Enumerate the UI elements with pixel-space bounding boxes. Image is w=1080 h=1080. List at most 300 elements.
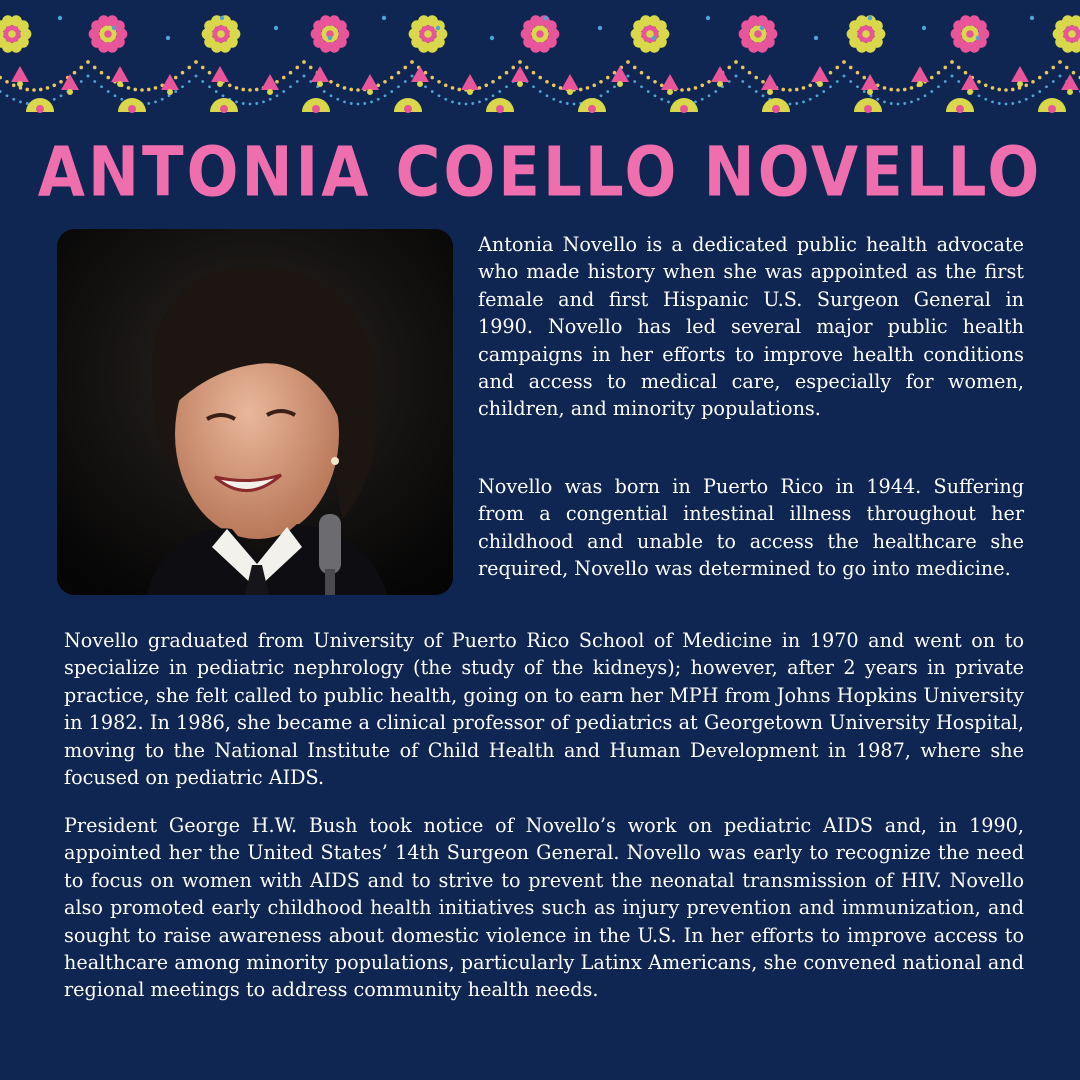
garland-dot	[404, 80, 407, 83]
garland-dot	[154, 86, 158, 90]
garland-dot	[0, 76, 2, 80]
half-flower-center	[312, 105, 320, 113]
garland-dot	[741, 66, 745, 70]
garland-dot	[336, 83, 340, 87]
garland-dot	[991, 100, 994, 103]
garland-dot	[87, 75, 90, 78]
fan-dot	[1067, 89, 1073, 95]
garland-dot	[174, 90, 177, 93]
garland-dot	[410, 60, 414, 64]
garland-dot	[816, 94, 819, 97]
garland-dot	[849, 80, 852, 83]
garland-dot	[451, 100, 454, 103]
half-flower-center	[680, 105, 688, 113]
garland-dot	[430, 76, 434, 80]
flower-icon	[1053, 15, 1080, 52]
garland-dot	[829, 85, 832, 88]
garland-dot	[1038, 90, 1041, 93]
garland-dot	[802, 86, 806, 90]
garland-dot	[201, 80, 204, 83]
intro-paragraph: Antonia Novello is a dedicated public health advocate who made history when she was appointed as the first female and first Hispanic U.S. Surgeon General in 1990. Novello has led several major public health campaigns in her efforts to improve health conditions and access to medical care, especially for women, children, and minority populations.	[478, 233, 1024, 421]
garland-dot	[492, 94, 495, 97]
garland-dot	[707, 80, 711, 84]
garland-dot	[201, 66, 205, 70]
garland-dot	[181, 71, 185, 75]
fan-dot	[17, 81, 23, 87]
garland-dot	[6, 94, 9, 97]
garland-dot	[808, 83, 812, 87]
garland-dot	[511, 66, 515, 70]
garland-dot	[930, 76, 934, 80]
garland-dot	[984, 83, 988, 87]
garland-dot	[174, 76, 178, 80]
garland-dot	[195, 75, 198, 78]
sparkle-dot	[1030, 16, 1034, 20]
garland-dot	[0, 90, 2, 93]
garland-dot	[539, 90, 542, 93]
garland-dot	[680, 88, 684, 92]
garland-dot	[654, 94, 657, 97]
garland-dot	[849, 66, 853, 70]
garland-dot	[100, 71, 104, 75]
garland-dot	[120, 98, 123, 101]
garland-dot	[349, 88, 353, 92]
fan-dot	[517, 81, 523, 87]
garland-dot	[114, 94, 117, 97]
fan-dot	[767, 89, 773, 95]
garland-dot	[734, 60, 738, 64]
garland-dot	[525, 66, 529, 70]
garland-dot	[991, 86, 995, 90]
fan-dot	[967, 89, 973, 95]
garland-dot	[566, 102, 569, 105]
sparkle-dot	[58, 16, 62, 20]
garland-dot	[1045, 71, 1049, 75]
garland-dot	[437, 80, 441, 84]
garland-dot	[465, 103, 468, 106]
garland-dot	[86, 60, 90, 64]
decorative-banner	[0, 0, 1080, 125]
fan-dot	[817, 81, 823, 87]
sparkle-dot	[490, 36, 494, 40]
fan-icon	[61, 74, 79, 90]
garland-dot	[60, 94, 63, 97]
flower-icon	[311, 15, 350, 52]
garland-dot	[910, 100, 913, 103]
garland-dot	[937, 85, 940, 88]
sparkle-dot	[868, 16, 872, 20]
sparkle-dot	[166, 36, 170, 40]
flower-icon	[521, 15, 560, 52]
flower-icon	[0, 15, 31, 52]
garland-dot	[943, 66, 947, 70]
fan-icon	[11, 66, 29, 82]
garland-dot	[330, 94, 333, 97]
garland-dot	[235, 100, 238, 103]
garland-dot	[754, 76, 758, 80]
garland-dot	[606, 90, 609, 93]
garland-dot	[802, 100, 805, 103]
garland-dot	[903, 88, 907, 92]
sparkle-dot	[652, 36, 656, 40]
garland-dot	[579, 88, 583, 92]
garland-dot	[761, 80, 765, 84]
garland-dot	[930, 90, 933, 93]
garland-dot	[505, 85, 508, 88]
garland-dot	[627, 75, 630, 78]
fan-dot	[367, 89, 373, 95]
garland-dot	[39, 88, 43, 92]
garland-dot	[727, 66, 731, 70]
garland-dot	[883, 86, 887, 90]
garland-dot	[485, 98, 488, 101]
garland-dot	[411, 75, 414, 78]
garland-dot	[518, 60, 522, 64]
garland-dot	[241, 88, 245, 92]
garland-dot	[242, 102, 245, 105]
garland-dot	[1059, 75, 1062, 78]
garland-dot	[255, 102, 258, 105]
garland-dot	[161, 98, 164, 101]
garland-dot	[1058, 60, 1062, 64]
garland-dot	[248, 88, 252, 92]
garland-dot	[12, 83, 16, 87]
garland-dot	[633, 66, 637, 70]
garland-dot	[856, 85, 859, 88]
garland-dot	[977, 80, 981, 84]
garland-dot	[363, 102, 366, 105]
garland-dot	[383, 80, 387, 84]
page-title: ANTONIA COELLO NOVELLO	[37, 132, 1043, 213]
garland-dot	[835, 66, 839, 70]
fan-dot	[1017, 81, 1023, 87]
garland-dot	[944, 80, 947, 83]
garland-dot	[1024, 83, 1028, 87]
sparkle-dot	[544, 16, 548, 20]
garland-dot	[795, 88, 799, 92]
garland-dot	[133, 88, 137, 92]
garland-dot	[1072, 71, 1076, 75]
garland-dot	[451, 86, 455, 90]
garland-dot	[890, 102, 893, 105]
flower-icon	[847, 15, 886, 52]
garland-dot	[984, 98, 987, 101]
garland-dot	[309, 66, 313, 70]
garland-dot	[843, 75, 846, 78]
garland-dot	[653, 80, 657, 84]
garland-dot	[822, 90, 825, 93]
garland-dot	[478, 100, 481, 103]
garland-dot	[910, 86, 914, 90]
garland-dot	[897, 103, 900, 106]
sparkle-dot	[112, 26, 116, 30]
fan-icon	[111, 66, 129, 82]
half-flower-center	[588, 105, 596, 113]
garland-dot	[1025, 98, 1028, 101]
garland-dot	[978, 94, 981, 97]
garland-dot	[708, 94, 711, 97]
garland-dot	[788, 88, 792, 92]
garland-dot	[613, 85, 616, 88]
garland-dot	[457, 88, 461, 92]
fan-dot	[167, 89, 173, 95]
garland-dot	[1065, 66, 1069, 70]
garland-dot	[471, 102, 474, 105]
garland-dot	[350, 102, 353, 105]
garland-dot	[228, 83, 232, 87]
garland-dot	[25, 88, 29, 92]
garland-dot	[694, 86, 698, 90]
garland-dot	[140, 88, 144, 92]
garland-dot	[795, 102, 798, 105]
garland-dot	[424, 85, 427, 88]
garland-dot	[329, 80, 333, 84]
fan-icon	[1061, 74, 1079, 90]
flower-icon	[89, 15, 128, 52]
sparkle-dot	[922, 26, 926, 30]
garland-dot	[323, 90, 326, 93]
garland-dot	[147, 88, 151, 92]
fan-icon	[461, 74, 479, 90]
garland-dot	[498, 90, 501, 93]
sparkle-dot	[814, 36, 818, 40]
garland-dot	[883, 100, 886, 103]
garland-dot	[552, 98, 555, 101]
garland-dot	[573, 103, 576, 106]
garland-dot	[269, 98, 272, 101]
garland-dot	[444, 98, 447, 101]
garland-dot	[249, 103, 252, 106]
garland-dot	[559, 100, 562, 103]
flower-icon	[631, 15, 670, 52]
garland-dot	[215, 90, 218, 93]
half-flower-center	[1048, 105, 1056, 113]
garland-dot	[701, 98, 704, 101]
fan-icon	[811, 66, 829, 82]
garland-dot	[546, 94, 549, 97]
garland-dot	[809, 98, 812, 101]
garland-dot	[127, 86, 131, 90]
fan-dot	[667, 89, 673, 95]
portrait-photo	[57, 229, 453, 595]
fan-dot	[267, 89, 273, 95]
garland-dot	[188, 80, 191, 83]
garland-dot	[951, 75, 954, 78]
garland-dot	[633, 80, 636, 83]
fan-dot	[67, 89, 73, 95]
garland-dot	[640, 85, 643, 88]
garland-dot	[998, 102, 1001, 105]
garland-dot	[282, 76, 286, 80]
garland-dot	[93, 66, 97, 70]
flower-icon	[202, 15, 241, 52]
garland-dot	[59, 80, 63, 84]
garland-dot	[876, 98, 879, 101]
fan-icon	[211, 66, 229, 82]
garland-dot	[748, 85, 751, 88]
garland-dot	[700, 83, 704, 87]
sparkle-dot	[328, 36, 332, 40]
garland-dot	[255, 88, 259, 92]
garland-dot	[208, 71, 212, 75]
career-paragraph: Novello graduated from University of Puerto Rico School of Medicine in 1970 and went on to specialize in pediatric nephrology (the study of the kidneys); however, after 2 years in private practice, she felt called to public health, going on to earn her MPH from Johns Hopkins University in 1982. In 1986, she became a clinical professor of pediatrics at Georgetown University Hospital, moving to the National Institute of Child Health and Human Development in 1987, where she focused on pediatric AIDS.	[64, 629, 1024, 790]
garland-dot	[194, 60, 198, 64]
sparkle-dot	[976, 36, 980, 40]
garland-dot	[93, 80, 96, 83]
half-flower-center	[220, 105, 228, 113]
garland-dot	[532, 85, 535, 88]
garland-dot	[390, 90, 393, 93]
garland-dot	[187, 66, 191, 70]
garland-dot	[606, 76, 610, 80]
sparkle-dot	[436, 26, 440, 30]
fan-icon	[1011, 66, 1029, 82]
garland-dot	[458, 102, 461, 105]
garland-dot	[1045, 85, 1048, 88]
fan-icon	[561, 74, 579, 90]
surgeon-general-paragraph: President George H.W. Bush took notice of Novello’s work on pediatric AIDS and, in 1990, appointed her the United States’ 14th Surgeon General. Novello was early to recognize the need to focus on women with AIDS and to strive to prevent the neonatal transmission of HIV. Novello also promoted early childhood health initiatives such as injury prevention and immunization, and sought to raise awareness about domestic violence in the U.S. In her efforts to improve access to healthcare among minority populations, particularly Latinx Americans, she convened national and regional meetings to address community health needs.	[64, 814, 1024, 1002]
garland-dot	[1005, 103, 1008, 106]
fan-dot	[117, 81, 123, 87]
fan-dot	[717, 81, 723, 87]
garland-dot	[836, 80, 839, 83]
garland-dot	[1051, 66, 1055, 70]
garland-dot	[343, 100, 346, 103]
fan-dot	[917, 81, 923, 87]
garland-dot	[302, 60, 306, 64]
garland-dot	[296, 80, 299, 83]
garland-dot	[592, 83, 596, 87]
garland-dot	[46, 86, 50, 90]
garland-dot	[505, 71, 509, 75]
half-flower-center	[404, 105, 412, 113]
garland-dot	[667, 100, 670, 103]
garland-dot	[640, 71, 644, 75]
garland-dot	[748, 71, 752, 75]
garland-dot	[1011, 88, 1015, 92]
garland-dot	[917, 98, 920, 101]
garland-dot	[235, 86, 239, 90]
garland-dot	[781, 88, 785, 92]
garland-dot	[545, 80, 549, 84]
garland-dot	[491, 80, 495, 84]
fan-dot	[567, 89, 573, 95]
sparkle-dot	[760, 26, 764, 30]
garland-dot	[73, 71, 77, 75]
garland-dot	[889, 88, 893, 92]
garland-dot	[950, 60, 954, 64]
garland-dot	[5, 80, 9, 84]
garland-dot	[336, 98, 339, 101]
fan-dot	[217, 81, 223, 87]
garland-dot	[600, 94, 603, 97]
garland-dot	[208, 85, 211, 88]
garland-dot	[626, 60, 630, 64]
garland-dot	[957, 66, 961, 70]
garland-dot	[1038, 76, 1042, 80]
garland-dot	[154, 100, 157, 103]
garland-dot	[1011, 102, 1014, 105]
garland-dot	[262, 100, 265, 103]
fan-icon	[661, 74, 679, 90]
garland-dot	[862, 76, 866, 80]
garland-dot	[32, 88, 36, 92]
garland-dot	[957, 80, 960, 83]
half-flower-center	[128, 105, 136, 113]
garland-dot	[444, 83, 448, 87]
flower-icon	[409, 15, 448, 52]
garland-dot	[356, 88, 360, 92]
garland-dot	[538, 76, 542, 80]
sparkle-dot	[382, 16, 386, 20]
garland-dot	[431, 90, 434, 93]
sparkle-dot	[598, 26, 602, 30]
garland-dot	[863, 90, 866, 93]
garland-dot	[147, 102, 150, 105]
fan-dot	[617, 81, 623, 87]
garland-dot	[896, 88, 900, 92]
garland-dot	[647, 90, 650, 93]
garland-dot	[842, 60, 846, 64]
fan-dot	[467, 89, 473, 95]
garland-dot	[1031, 80, 1035, 84]
garland-dot	[343, 86, 347, 90]
garland-dot	[1018, 100, 1021, 103]
flower-icon	[951, 15, 990, 52]
half-flower-center	[864, 105, 872, 113]
garland-dot	[997, 88, 1001, 92]
garland-dot	[19, 100, 22, 103]
fan-dot	[417, 81, 423, 87]
half-flower-center	[772, 105, 780, 113]
fan-icon	[961, 74, 979, 90]
garland-dot	[282, 90, 285, 93]
garland-dot	[397, 71, 401, 75]
garland-dot	[964, 71, 968, 75]
garland-dot	[1052, 80, 1055, 83]
sparkle-dot	[706, 16, 710, 20]
garland-dot	[599, 80, 603, 84]
garland-dot	[397, 85, 400, 88]
garland-dot	[289, 71, 293, 75]
garland-dot	[735, 75, 738, 78]
garland-dot	[370, 100, 373, 103]
sparkle-dot	[220, 16, 224, 20]
garland-dot	[741, 80, 744, 83]
half-flower-center	[496, 105, 504, 113]
garland-dot	[222, 94, 225, 97]
garland-dot	[660, 98, 663, 101]
garland-dot	[532, 71, 536, 75]
garland-dot	[762, 94, 765, 97]
garland-dot	[106, 76, 110, 80]
garland-dot	[438, 94, 441, 97]
garland-dot	[924, 94, 927, 97]
garland-dot	[276, 94, 279, 97]
garland-dot	[275, 80, 279, 84]
garland-dot	[80, 80, 83, 83]
garland-dot	[498, 76, 502, 80]
garland-dot	[829, 71, 833, 75]
garland-dot	[789, 103, 792, 106]
early-life-paragraph: Novello was born in Puerto Rico in 1944. Suffering from a congential intestinal illness throughout her childhood and unable to access the healthcare she required, Novello was determined to go into medicine.	[478, 475, 1024, 581]
garland-dot	[1032, 94, 1035, 97]
garland-dot	[384, 94, 387, 97]
garland-dot	[12, 98, 15, 101]
garland-dot	[552, 83, 556, 87]
garland-dot	[856, 71, 860, 75]
half-flower-center	[36, 105, 44, 113]
